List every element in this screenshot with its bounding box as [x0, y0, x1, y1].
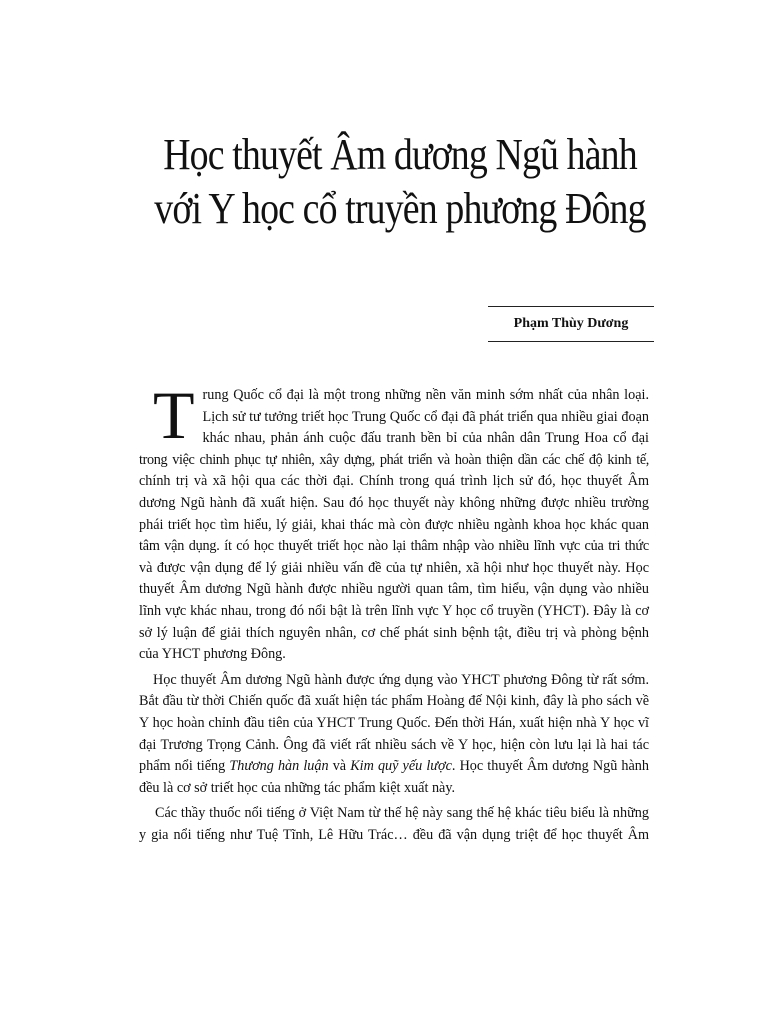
- author-name: Phạm Thùy Dương: [513, 316, 629, 331]
- text-line: khác nhau, phản ánh cuộc đấu tranh bền bỉ của nhân dân Trung Hoa cổ đại: [202, 430, 649, 447]
- text-run: . Học thuyết Âm dương Ngũ hành: [451, 758, 649, 775]
- paragraph-1: [139, 377, 649, 666]
- text-line: tâm vận dụng. ít có học thuyết triết học nào lại thâm nhập vào nhiều lĩnh vực của tri thức: [139, 538, 649, 555]
- text-line: Y học hoàn chỉnh đầu tiên của YHCT Trung Quốc. Đến thời Hán, xuất hiện nhà Y học vĩ: [139, 714, 649, 731]
- text-line: sở lý luận để giải thích nguyên nhân, cơ chế phát sinh bệnh tật, điều trị và phòng bệnh: [139, 624, 649, 641]
- text-line: chính trị và xã hội qua các thời đại. Chính trong quá trình lịch sử đó, học thuyết Âm: [139, 473, 649, 490]
- title-line-1: Học thuyết Âm dương Ngũ hành: [163, 130, 637, 179]
- paragraph-2: [139, 670, 649, 800]
- text-run: và: [328, 758, 351, 775]
- text-line: đều là cơ sở triết học của những tác phẩm kiệt xuất này.: [139, 779, 456, 796]
- text-line: Các thầy thuốc nổi tiếng ở Việt Nam từ thế hệ này sang thế hệ khác tiêu biểu là những: [155, 805, 649, 822]
- text-line: Bắt đầu từ thời Chiến quốc đã xuất hiện tác phẩm Hoàng đế Nội kinh, đây là pho sách về: [139, 693, 649, 710]
- text-line-with-titles: [139, 756, 649, 778]
- book-title: Thương hàn luận: [229, 758, 329, 775]
- book-title: Kim quỹ yếu lược: [350, 758, 452, 775]
- drop-cap: T: [153, 377, 195, 453]
- paragraph-3: [139, 803, 649, 846]
- text-line: thuyết Âm dương Ngũ hành được nhiều người quan tâm, tìm hiểu, vận dụng vào nhiều: [139, 581, 649, 598]
- text-line: Lịch sử tư tưởng triết học Trung Quốc cổ đại đã phát triển qua nhiều giai đoạn: [202, 408, 649, 425]
- text-run: phẩm nổi tiếng: [139, 758, 230, 775]
- author-byline: [488, 306, 654, 342]
- article-title: [125, 128, 675, 236]
- text-line: của YHCT phương Đông.: [139, 646, 286, 663]
- text-line: phái triết học tìm hiểu, lý giải, khai thác mà còn được nhiều ngành khoa học khác quan: [139, 516, 649, 533]
- text-line: dương Ngũ hành đã xuất hiện. Sau đó học thuyết này không những được nhiều trường: [139, 494, 649, 511]
- text-line: lĩnh vực khác nhau, trong đó nổi bật là trên lĩnh vực Y học cổ truyền (YHCT). Đây là cơ: [139, 602, 649, 619]
- text-line: y gia nổi tiếng như Tuệ Tĩnh, Lê Hữu Trác… đều đã vận dụng triệt để học thuyết Âm: [139, 826, 649, 843]
- text-line: Học thuyết Âm dương Ngũ hành được ứng dụng vào YHCT phương Đông từ rất sớm.: [153, 671, 649, 688]
- text-line: và được vận dụng để lý giải nhiều vấn đề của tự nhiên, xã hội như học thuyết này. Học: [139, 559, 649, 576]
- text-line: rung Quốc cổ đại là một trong những nền văn minh sớm nhất của nhân loại.: [202, 387, 649, 403]
- title-line-2: với Y học cổ truyền phương Đông: [154, 184, 646, 233]
- article-body: [139, 377, 649, 850]
- text-line: đại Trương Trọng Cảnh. Ông đã viết rất nhiều sách về Y học, hiện còn lưu lại là hai tác: [139, 736, 649, 753]
- text-line: trong việc chinh phục tự nhiên, xây dựng, phát triển và hoàn thiện dần các chế độ kinh tế,: [139, 451, 649, 468]
